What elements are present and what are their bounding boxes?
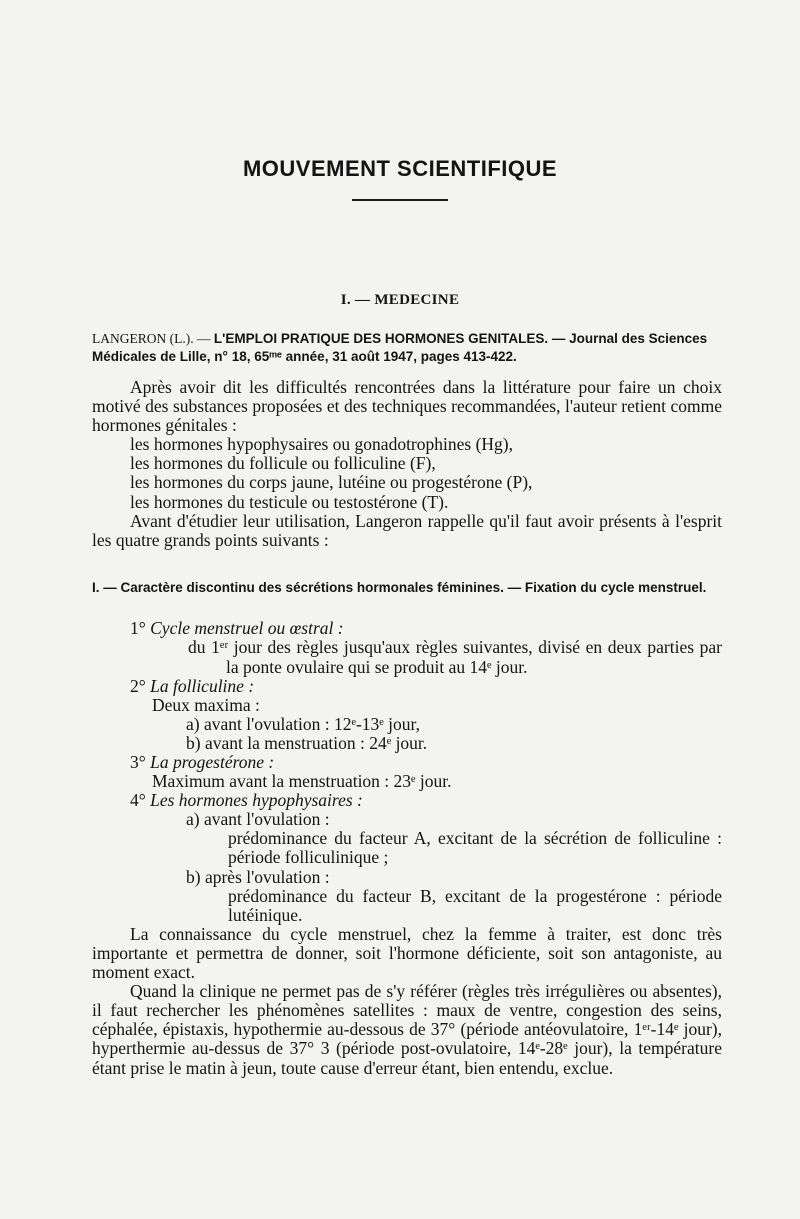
points-intro-paragraph: Avant d'étudier leur utilisation, Langeron rappelle qu'il faut avoir présents à l'esprit les quatre grands points suivants : bbox=[92, 510, 722, 550]
cycle-title: Cycle menstruel ou œstral : bbox=[150, 618, 344, 639]
folliculine-b: b) avant la menstruation : 24ᵉ jour. bbox=[186, 732, 428, 753]
hormone-item: les hormones du follicule ou folliculine (F), bbox=[130, 453, 436, 474]
conclusion-paragraph: La connaissance du cycle menstruel, chez la femme à traiter, est donc très importante et permettra de donner, soit l'hormone déficiente, soit son antagoniste, au moment exact. bbox=[92, 923, 722, 983]
hypophysaires-b-text: prédominance du facteur B, excitant de la progestérone : période lutéinique. bbox=[228, 885, 722, 925]
folliculine-a: a) avant l'ovulation : 12ᵉ-13ᵉ jour, bbox=[186, 713, 421, 734]
hypophysaires-b: b) après l'ovulation : bbox=[186, 866, 330, 887]
hypophysaires-a-text: prédominance du facteur A, excitant de la sécrétion de folliculine : période folliculinique ; bbox=[228, 828, 722, 868]
cycle-heading bbox=[92, 619, 722, 638]
section-heading: I. — MEDECINE bbox=[340, 292, 460, 308]
hypophysaires-a: a) avant l'ovulation : bbox=[186, 809, 330, 830]
reference-author: LANGERON (L.). — bbox=[92, 331, 214, 346]
progesterone-number: 3° bbox=[130, 752, 146, 772]
folliculine-sub: Deux maxima : bbox=[152, 694, 260, 715]
hypophysaires-number: 4° bbox=[130, 790, 146, 811]
cycle-text: du 1ᵉʳ jour des règles jusqu'aux règles suivantes, divisé en deux parties par la ponte ovulaire qui se produit au 14ᵉ jour. bbox=[188, 637, 722, 677]
hypophysaires-heading bbox=[92, 791, 722, 810]
hormone-item: les hormones du corps jaune, lutéine ou progestérone (P), bbox=[130, 472, 533, 493]
title-divider bbox=[352, 199, 448, 201]
page-title: MOUVEMENT SCIENTIFIQUE bbox=[242, 156, 558, 181]
hypophysaires-title: Les hormones hypophysaires : bbox=[150, 790, 363, 811]
hormone-item: les hormones hypophysaires ou gonadotrophines (Hg), bbox=[130, 434, 513, 455]
article-body bbox=[92, 378, 722, 1078]
folliculine-number: 2° bbox=[130, 675, 146, 696]
conclusion-paragraph: Quand la clinique ne permet pas de s'y référer (règles très irrégulières ou absentes), il faut rechercher les phénomènes satellites : maux de ventre, congestion des seins, céphalée, épistaxis, hypothermie au-dessous de 37° (période antéovulatoire, 1ᵉʳ-14ᵉ jour), hyperthermie au-dessus de 37° 3 (période post-ovulatoire, 14ᵉ-28ᵉ jour), la température étant prise le matin à jeun, toute cause d'erreur étant, bien entendu, exclue. bbox=[92, 981, 722, 1078]
hormone-item: les hormones du testicule ou testostérone (T). bbox=[130, 491, 449, 512]
reference-title: L'EMPLOI PRATIQUE DES HORMONES GENITALES. — Journal des Sciences Médicales de Lille, n° 18, 65ᵐᵉ année, 31 août 1947, pages 413-422. bbox=[92, 331, 708, 364]
progesterone-heading bbox=[92, 753, 722, 772]
progesterone-text: Maximum avant la menstruation : 23ᵉ jour. bbox=[152, 771, 452, 792]
folliculine-title: La folliculine : bbox=[150, 675, 255, 696]
article-reference bbox=[92, 330, 722, 366]
point-heading: I. — Caractère discontinu des sécrétions hormonales féminines. — Fixation du cycle menstruel. bbox=[92, 579, 707, 595]
progesterone-title: La progestérone : bbox=[150, 752, 275, 772]
intro-paragraph: Après avoir dit les difficultés rencontrées dans la littérature pour faire un choix motivé des substances proposées et des techniques recommandées, l'auteur retient comme hormones génitales : bbox=[92, 377, 722, 436]
folliculine-heading bbox=[92, 677, 722, 696]
cycle-number: 1° bbox=[130, 618, 146, 639]
